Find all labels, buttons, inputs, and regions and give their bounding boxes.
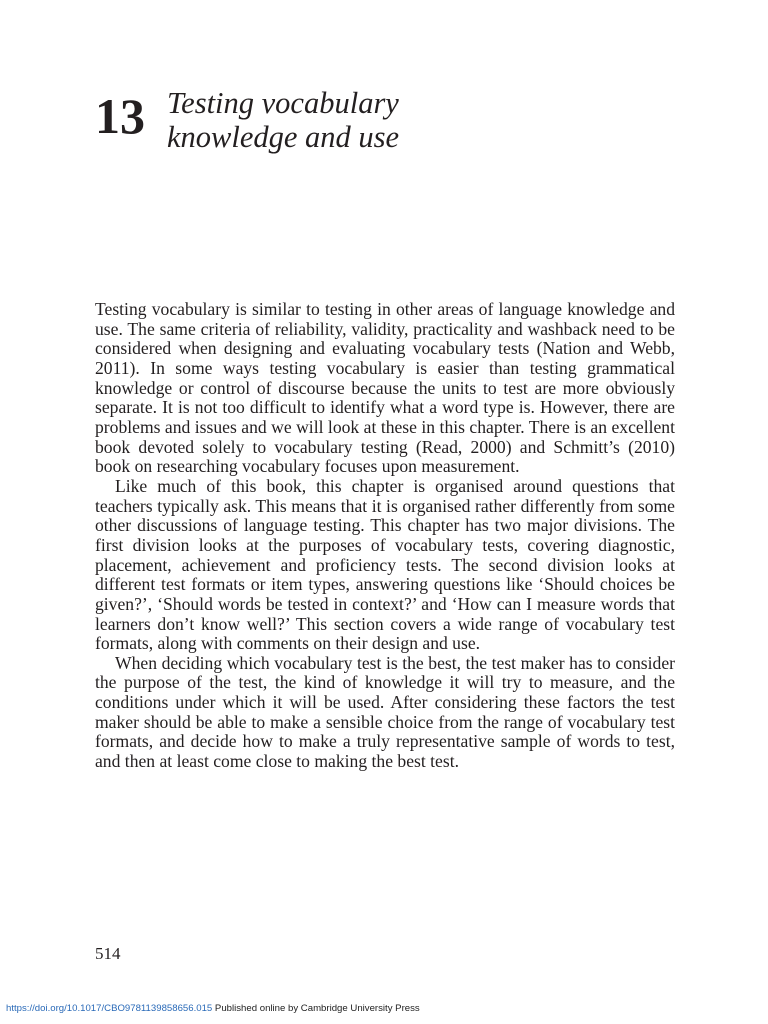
paragraph-3: When deciding which vocabulary test is the best, the test maker has to consider the purpose of the test, the kind of knowledge it will try to measure, and the conditions under which it will be used. After considering these factors the test maker should be able to make a sensible choice from the range of vocabulary test formats, and decide how to make a truly representative sample of words to test, and then at least come close to making the best test. — [95, 652, 675, 772]
chapter-number: 13 — [95, 88, 145, 144]
body-text — [95, 300, 675, 772]
chapter-title — [167, 86, 467, 154]
publisher-text: Published online by Cambridge University Press — [212, 1003, 420, 1014]
paragraph-2: Like much of this book, this chapter is organised around questions that teachers typically ask. This means that it is organised rather differently from some other discussions of language testing. This chapter has two major divisions. The first division looks at the purposes of vocabulary tests, covering diagnostic, placement, achievement and proficiency tests. The second division looks at different test formats or item types, answering questions like ‘Should choices be given?’, ‘Should words be tested in context?’ and ‘How can I measure words that learners don’t know well?’ This section covers a wide range of vocabulary test formats, along with comments on their design and use. — [95, 475, 675, 654]
page-number: 514 — [95, 944, 121, 963]
chapter-header — [95, 86, 467, 154]
doi-link[interactable]: https://doi.org/10.1017/CBO9781139858656.015 — [6, 1003, 213, 1014]
footer — [6, 1003, 420, 1015]
chapter-title-line-2: knowledge and use — [167, 120, 400, 154]
paragraph-1: Testing vocabulary is similar to testing in other areas of language knowledge and use. The same criteria of reliability, validity, practicality and washback need to be considered when designing and evaluating vocabulary tests (Nation and Webb, 2011). In some ways testing vocabulary is easier than testing grammatical knowledge or control of discourse because the units to test are more obviously separate. It is not too difficult to identify what a word type is. However, there are problems and issues and we will look at these in this chapter. There is an excellent book devoted solely to vocabulary testing (Read, 2000) and Schmitt’s (2010) book on researching vocabulary focuses upon measurement. — [95, 299, 675, 477]
chapter-title-line-1: Testing vocabulary — [167, 86, 399, 120]
